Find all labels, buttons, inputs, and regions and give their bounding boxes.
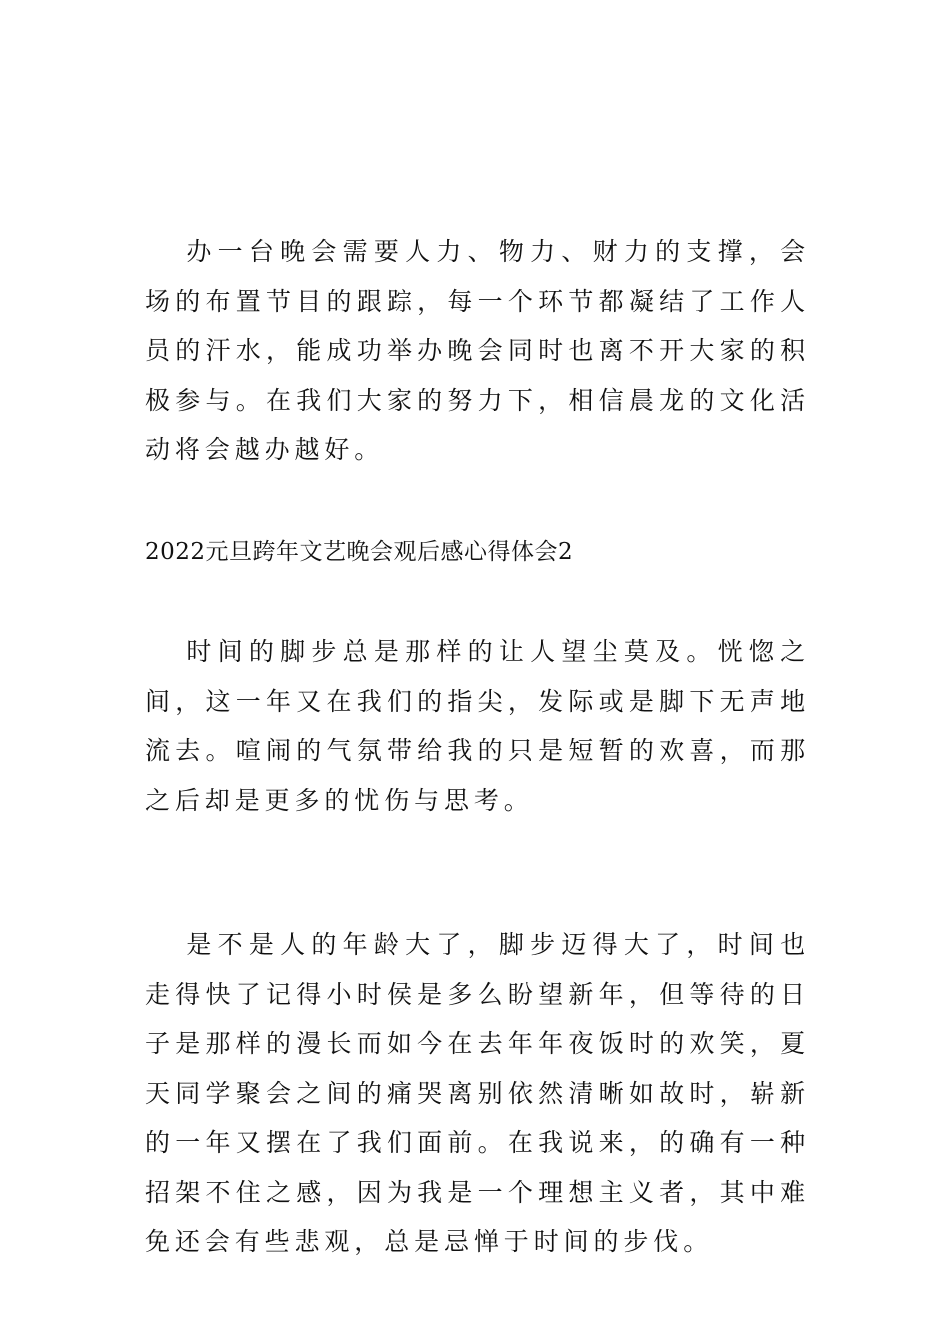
body-paragraph — [145, 227, 810, 475]
section-heading: 2022元旦跨年文艺晚会观后感心得体会2 — [145, 539, 574, 565]
body-paragraph — [145, 920, 810, 1267]
paragraph-text: 是不是人的年龄大了，脚步迈得大了，时间也走得快了记得小时侯是多么盼望新年，但等待的日子是那样的漫长而如今在去年年夜饭时的欢笑，夏天同学聚会之间的痛哭离别依然清晰如故时，崭新的一年又摆在了我们面前。在我说来，的确有一种招架不住之感，因为我是一个理想主义者，其中难免还会有些悲观，总是忌惮于时间的步伐。 — [145, 930, 810, 1256]
paragraph-text: 办一台晚会需要人力、物力、财力的支撑，会场的布置节目的跟踪，每一个环节都凝结了工作人员的汗水，能成功举办晚会同时也离不开大家的积极参与。在我们大家的努力下，相信晨龙的文化活动将会越办越好。 — [145, 237, 810, 464]
body-paragraph — [145, 627, 810, 825]
paragraph-text: 时间的脚步总是那样的让人望尘莫及。恍惚之间，这一年又在我们的指尖，发际或是脚下无声地流去。喧闹的气氛带给我的只是短暂的欢喜，而那之后却是更多的忧伤与思考。 — [145, 637, 810, 815]
